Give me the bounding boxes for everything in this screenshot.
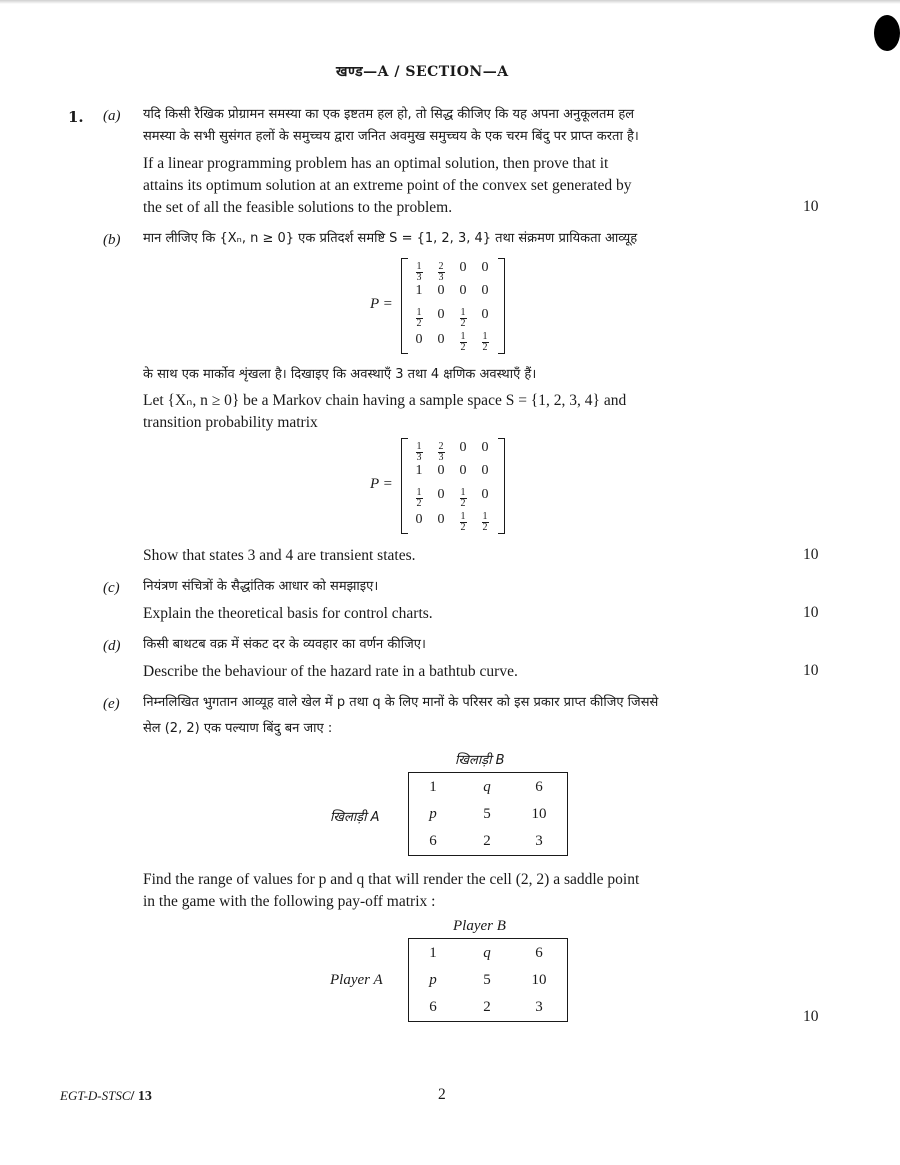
matrix-cell: 0 xyxy=(459,283,467,298)
question-number: 1. xyxy=(68,108,84,126)
matrix-cell: 0 xyxy=(437,512,445,527)
payoff-cell: 2 xyxy=(483,999,491,1015)
payoff-cell: 3 xyxy=(535,833,543,849)
transition-matrix-hindi xyxy=(370,256,510,356)
payoff-cell: 5 xyxy=(483,806,491,822)
matrix-cell: $\frac{1}{2}$ xyxy=(460,511,466,533)
part-a-english-2: attains its optimum solution at an extreme point of the convex set generated by xyxy=(143,177,632,194)
payoff-cell: 3 xyxy=(535,999,543,1015)
player-a-label: Player A xyxy=(330,972,383,988)
paper-code xyxy=(60,1088,152,1105)
matrix-cell: 1 xyxy=(415,283,423,298)
part-e-english-1: Find the range of values for p and q that will render the cell (2, 2) a saddle point xyxy=(143,871,640,888)
matrix-cell: $\frac{1}{2}$ xyxy=(482,511,488,533)
matrix-cell: 0 xyxy=(437,332,445,347)
hindi-player-a-label: खिलाड़ी A xyxy=(330,810,380,825)
matrix-cell: 0 xyxy=(437,463,445,478)
part-b-english-2: transition probability matrix xyxy=(143,414,318,431)
part-c-marks: 10 xyxy=(803,604,819,621)
part-c-hindi-1: नियंत्रण संचित्रों के सैद्धांतिक आधार को समझाइए। xyxy=(143,579,379,594)
part-d-english-1: Describe the behaviour of the hazard rate in a bathtub curve. xyxy=(143,663,518,680)
transition-matrix-english xyxy=(370,436,510,536)
part-b-hindi-1: मान लीजिए कि {Xₙ, n ≥ 0} एक प्रतिदर्श समष्टि S = {1, 2, 3, 4} तथा संक्रमण प्रायिकता आव्यूह xyxy=(143,231,638,246)
matrix-cell: 0 xyxy=(437,307,445,322)
matrix-cell: 0 xyxy=(459,440,467,455)
part-b-hindi-2: के साथ एक मार्कोव शृंखला है। दिखाइए कि अवस्थाएँ 3 तथा 4 क्षणिक अवस्थाएँ हैं। xyxy=(143,367,537,382)
matrix-cell: 0 xyxy=(459,260,467,275)
scan-edge xyxy=(0,0,900,4)
part-a-hindi-2: समस्या के सभी सुसंगत हलों के समुच्चय द्वारा जनित अवमुख समुच्चय के एक चरम बिंदु पर प्राप्त करता है। xyxy=(143,129,639,144)
part-a-label: (a) xyxy=(103,108,121,124)
part-a-marks: 10 xyxy=(803,198,819,215)
section-header-hindi: खण्ड—A xyxy=(336,64,389,80)
matrix-cell: $\frac{1}{2}$ xyxy=(460,487,466,509)
payoff-cell: 1 xyxy=(429,779,437,795)
payoff-cell: 6 xyxy=(429,833,437,849)
part-b-english-1: Let {Xₙ, n ≥ 0} be a Markov chain having a sample space S = {1, 2, 3, 4} and xyxy=(143,392,627,409)
matrix-cell: 0 xyxy=(481,463,489,478)
payoff-cell: q xyxy=(483,779,491,795)
part-a-english-1: If a linear programming problem has an optimal solution, then prove that it xyxy=(143,155,609,172)
hindi-player-b-label: खिलाड़ी B xyxy=(455,753,505,768)
payoff-cell: p xyxy=(429,972,437,988)
matrix-cell: $\frac{1}{2}$ xyxy=(416,307,422,329)
payoff-table-english xyxy=(408,938,568,1022)
part-d-hindi-1: किसी बाथटब वक्र में संकट दर के व्यवहार का वर्णन कीजिए। xyxy=(143,637,426,652)
player-b-label: Player B xyxy=(453,918,506,934)
matrix-cell: 0 xyxy=(437,487,445,502)
part-e-marks: 10 xyxy=(803,1008,819,1025)
payoff-cell: p xyxy=(429,806,437,822)
matrix-cell: 0 xyxy=(459,463,467,478)
payoff-cell: 10 xyxy=(531,806,547,822)
matrix-left-bracket xyxy=(401,258,408,354)
section-header-english: SECTION—A xyxy=(405,64,509,80)
matrix-cell: $\frac{1}{3}$ xyxy=(416,441,422,463)
matrix-cell: 0 xyxy=(481,307,489,322)
part-e-hindi-2: सेल (2, 2) एक पल्याण बिंदु बन जाए : xyxy=(143,721,333,736)
matrix-cell: 0 xyxy=(415,332,423,347)
payoff-cell: 6 xyxy=(535,779,543,795)
part-b-english-3: Show that states 3 and 4 are transient states. xyxy=(143,547,416,564)
section-header xyxy=(336,62,509,81)
section-header-sep: / xyxy=(394,64,400,80)
matrix-right-bracket xyxy=(498,438,505,534)
payoff-cell: 5 xyxy=(483,972,491,988)
matrix-cell: $\frac{1}{2}$ xyxy=(460,331,466,353)
matrix-cell: 0 xyxy=(481,487,489,502)
matrix-cell: 0 xyxy=(481,260,489,275)
matrix-cell: $\frac{1}{3}$ xyxy=(416,261,422,283)
part-b-marks: 10 xyxy=(803,546,819,563)
part-a-english-3: the set of all the feasible solutions to the problem. xyxy=(143,199,453,216)
payoff-cell: q xyxy=(483,945,491,961)
part-c-label: (c) xyxy=(103,580,120,596)
matrix-cell: $\frac{2}{3}$ xyxy=(438,261,444,283)
matrix-label: P = xyxy=(370,296,393,312)
paper-code-text: EGT-D-STSC xyxy=(60,1088,131,1103)
part-e-english-2: in the game with the following pay-off matrix : xyxy=(143,893,436,910)
matrix-right-bracket xyxy=(498,258,505,354)
punch-hole xyxy=(874,15,900,51)
part-e-label: (e) xyxy=(103,696,120,712)
payoff-cell: 1 xyxy=(429,945,437,961)
payoff-table-hindi xyxy=(408,772,568,856)
payoff-cell: 10 xyxy=(531,972,547,988)
part-c-english-1: Explain the theoretical basis for control charts. xyxy=(143,605,433,622)
part-d-marks: 10 xyxy=(803,662,819,679)
matrix-label: P = xyxy=(370,476,393,492)
payoff-cell: 2 xyxy=(483,833,491,849)
matrix-cell: $\frac{2}{3}$ xyxy=(438,441,444,463)
paper-code-number: / 13 xyxy=(130,1089,152,1104)
matrix-cell: $\frac{1}{2}$ xyxy=(416,487,422,509)
part-e-hindi-1: निम्नलिखित भुगतान आव्यूह वाले खेल में p तथा q के लिए मानों के परिसर को इस प्रकार प्राप्त कीजिए जिससे xyxy=(143,695,659,710)
payoff-cell: 6 xyxy=(429,999,437,1015)
page-number: 2 xyxy=(438,1086,446,1103)
matrix-cell: $\frac{1}{2}$ xyxy=(482,331,488,353)
matrix-cell: $\frac{1}{2}$ xyxy=(460,307,466,329)
matrix-cell: 0 xyxy=(437,283,445,298)
part-a-hindi-1: यदि किसी रैखिक प्रोग्रामन समस्या का एक इष्टतम हल हो, तो सिद्ध कीजिए कि यह अपना अनुकूलतम हल xyxy=(143,107,635,122)
part-b-label: (b) xyxy=(103,232,121,248)
matrix-cell: 0 xyxy=(415,512,423,527)
matrix-cell: 0 xyxy=(481,283,489,298)
part-d-label: (d) xyxy=(103,638,121,654)
payoff-cell: 6 xyxy=(535,945,543,961)
matrix-cell: 1 xyxy=(415,463,423,478)
matrix-left-bracket xyxy=(401,438,408,534)
matrix-cell: 0 xyxy=(481,440,489,455)
